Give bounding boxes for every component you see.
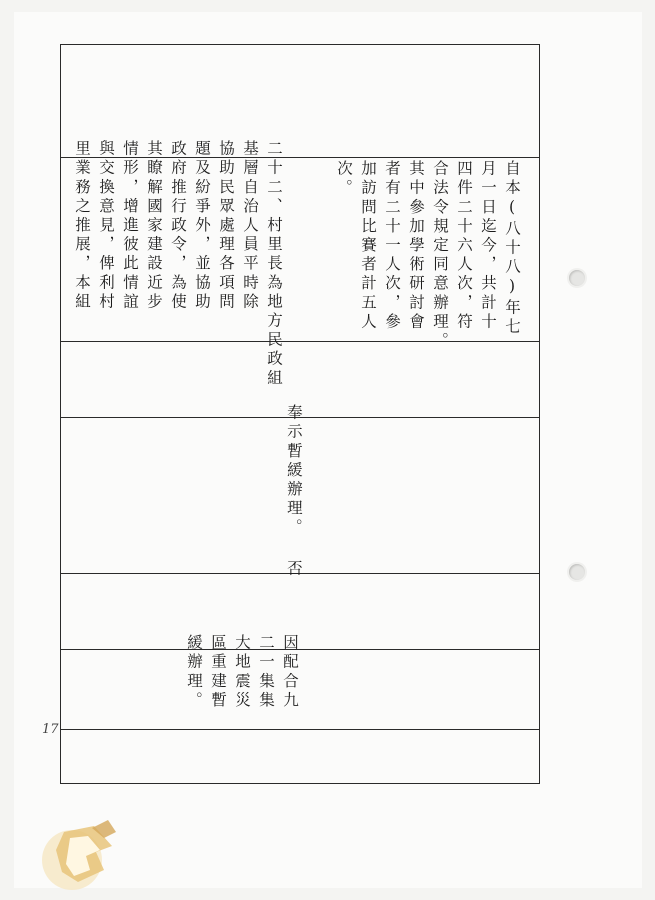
column-1-line: 者有二十一人次，參 <box>383 160 401 332</box>
column-2-line: 基層自治人員平時除 <box>241 140 259 312</box>
column-5-line: 大地震災 <box>233 634 251 711</box>
punch-hole <box>569 270 585 286</box>
column-1-line: 四件二十六人次，符 <box>455 160 473 332</box>
column-2-line: 里業務之推展，本組 <box>73 140 91 312</box>
column-5-line: 二一集集 <box>257 634 275 711</box>
column-2-line: 其瞭解國家建設近步 <box>145 140 163 312</box>
column-5-line: 因配合九 <box>281 634 299 711</box>
column-1-line: 其中參加學術研討會 <box>407 160 425 332</box>
column-1-line: 月一日迄今，共計十 <box>479 160 497 332</box>
column-5-line: 緩辦理。 <box>185 634 203 711</box>
column-2-line: 政府推行政令，為使 <box>169 140 187 312</box>
column-1-line: 自本(八十八)年七 <box>503 160 521 337</box>
column-1-line: 次。 <box>335 160 353 199</box>
watermark-logo-icon <box>34 812 130 898</box>
column-2-line: 協助民眾處理各項問 <box>217 140 235 312</box>
page-number: 17 <box>42 722 59 737</box>
column-2-line: 題及紛爭外，並協助 <box>193 140 211 312</box>
column-1-line: 合法令規定同意辦理。 <box>431 160 449 351</box>
column-1-line: 加訪問比賽者計五人 <box>359 160 377 332</box>
document-page <box>14 12 642 888</box>
column-2-line: 與交換意見，俾利村 <box>97 140 115 312</box>
column-2-line: 情形，增進彼此情誼 <box>121 140 139 312</box>
column-5-line: 區重建暫 <box>209 634 227 711</box>
column-1-text <box>332 160 524 351</box>
punch-hole <box>569 564 585 580</box>
column-5-text <box>182 634 302 734</box>
column-3-text: 奉示暫緩辦理。 <box>284 404 303 538</box>
column-2-line: 二十二、村里長為地方民政組 <box>265 140 283 389</box>
column-2-text <box>70 140 286 480</box>
column-4-text: 否 <box>284 560 303 580</box>
